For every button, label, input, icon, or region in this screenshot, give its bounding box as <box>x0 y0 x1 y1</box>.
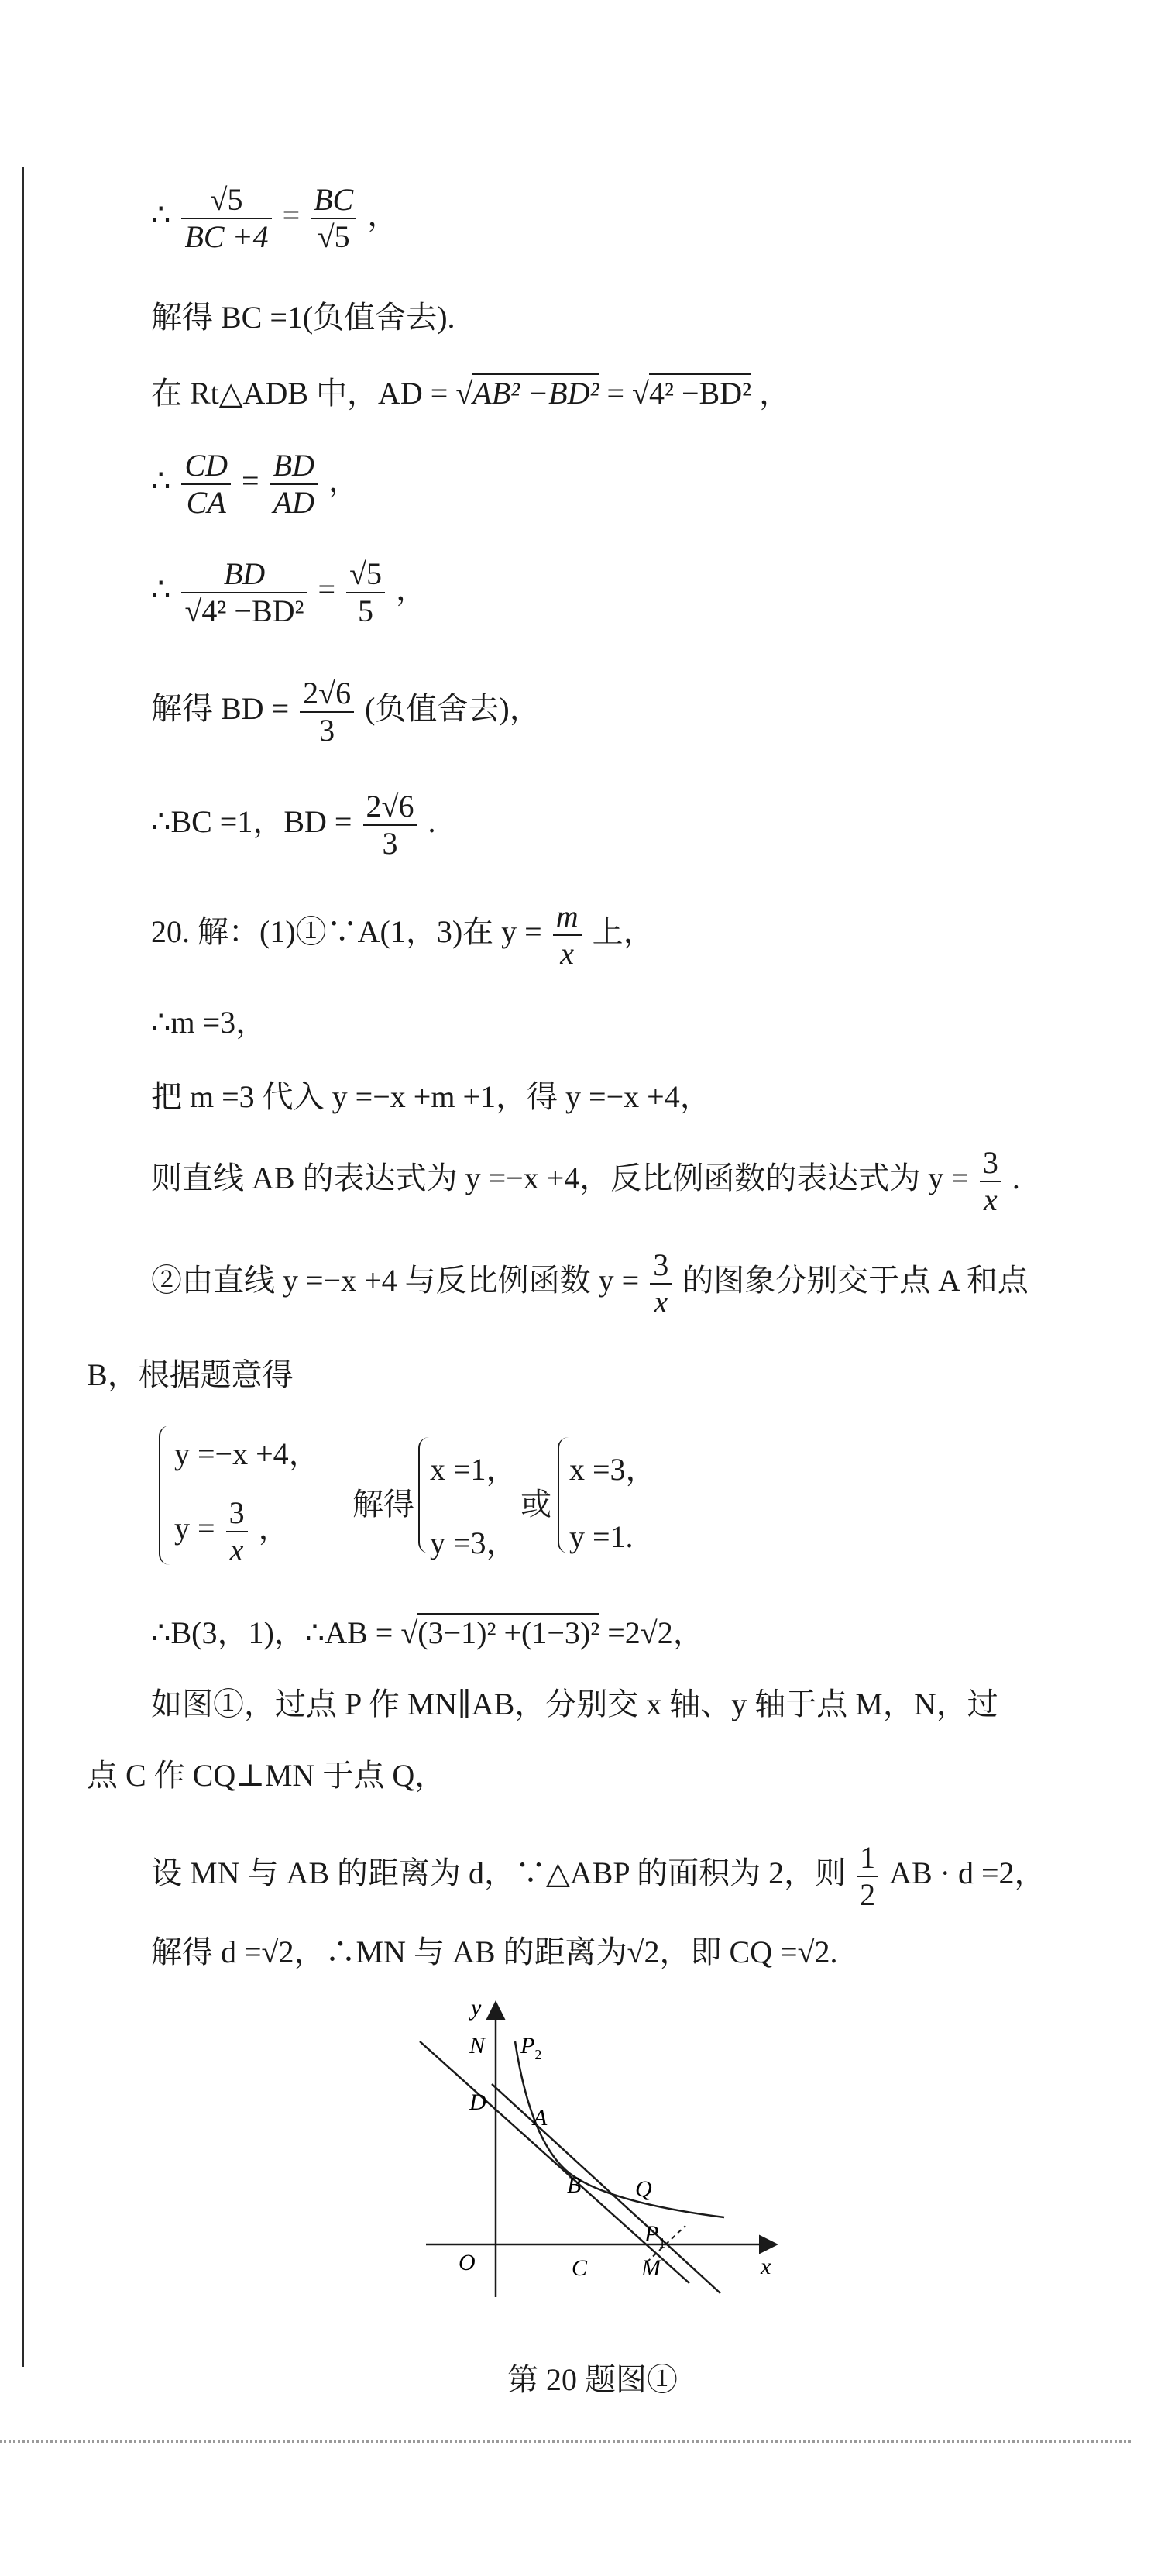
equation-line-3 <box>151 378 790 409</box>
punctuation: ， <box>258 1511 290 1546</box>
system-row: y =−x +4， <box>174 1436 320 1471</box>
label-d: D <box>469 2089 486 2115</box>
equation-line-4 <box>151 448 359 521</box>
punctuation: . <box>1012 1161 1020 1196</box>
label-p2: $P_2$ <box>520 2033 542 2062</box>
label-b: B <box>567 2172 582 2198</box>
label-o: O <box>459 2250 476 2275</box>
label-c: C <box>572 2255 588 2281</box>
fraction-numerator: 3 <box>650 1247 672 1285</box>
therefore-symbol: ∴ <box>151 198 171 233</box>
punctuation: ， <box>759 376 791 411</box>
text-line-13: B，根据题意得 <box>87 1357 294 1392</box>
equation-line-1 <box>151 182 398 255</box>
fraction <box>553 899 582 972</box>
text-line-16: 点 C 作 CQ⊥MN 于点 Q， <box>87 1758 446 1793</box>
fraction-numerator: 3 <box>226 1495 248 1532</box>
fraction-numerator: m <box>553 899 582 936</box>
fraction-denominator: x <box>983 1182 998 1217</box>
fraction-denominator: x <box>560 936 575 971</box>
fraction-denominator: AD <box>273 485 314 520</box>
fraction-numerator: √5 <box>181 182 271 219</box>
label-y: y <box>471 1995 482 2021</box>
label-n: N <box>469 2033 486 2058</box>
fraction-denominator: √4² −BD² <box>184 593 304 628</box>
label-q: Q <box>635 2176 652 2202</box>
equals-sign: = <box>318 572 336 607</box>
text-line-18: 解得 d =√2，∴MN 与 AB 的距离为√2，即 CQ =√2. <box>151 1935 838 1969</box>
fraction-denominator: 3 <box>319 713 335 748</box>
radical-sign: √ <box>455 376 473 411</box>
line-ab <box>492 2084 720 2293</box>
radicand: (3−1)² +(1−3)² <box>417 1613 599 1650</box>
punctuation: ， <box>396 572 428 607</box>
coordinate-figure <box>418 1995 790 2305</box>
equation-line-12 <box>151 1247 1029 1320</box>
equals-sign: = <box>606 376 625 411</box>
fraction <box>857 1840 878 1913</box>
left-brace <box>558 1437 569 1553</box>
fraction <box>226 1495 248 1568</box>
fraction <box>181 556 307 629</box>
or-label: 或 <box>520 1487 551 1522</box>
line-mn <box>420 2041 689 2283</box>
label-x: x <box>761 2254 771 2279</box>
radical-sign: √ <box>400 1615 418 1650</box>
text-line-10: 把 m =3 代入 y =−x +m +1，得 y =−x +4， <box>151 1079 711 1114</box>
label-p1: $P_1$ <box>644 2221 666 2251</box>
fraction-denominator: BC +4 <box>184 219 269 254</box>
text-line-2: 解得 BC =1(负值舍去). <box>151 300 455 335</box>
fraction <box>181 448 231 521</box>
punctuation: ， <box>367 198 399 233</box>
text-line-15: 如图①，过点 P 作 MN∥AB，分别交 x 轴、y 轴于点 M，N，过 <box>151 1687 998 1721</box>
label-a: A <box>533 2105 548 2131</box>
text-segment: 解得 BD = <box>151 691 290 727</box>
text-segment: 的图象分别交于点 A 和点 <box>682 1263 1029 1298</box>
equation-line-5 <box>151 556 427 629</box>
text-line-9: ∴m =3， <box>151 1005 267 1040</box>
fraction <box>311 182 356 255</box>
fraction-denominator: x <box>229 1532 244 1567</box>
equation-line-7 <box>151 789 435 862</box>
left-brace <box>418 1437 429 1553</box>
system-row: x =1， <box>430 1452 517 1487</box>
fraction-numerator: √5 <box>346 556 385 593</box>
punctuation: . <box>428 804 436 840</box>
fraction <box>181 182 271 255</box>
equation-line-6 <box>151 676 541 748</box>
system-row <box>174 1495 290 1568</box>
fraction-denominator: 2 <box>860 1877 876 1912</box>
fraction-numerator: 2√6 <box>363 789 417 826</box>
equation-line-11 <box>151 1145 1020 1218</box>
text-segment: (负值舍去)， <box>365 691 541 727</box>
fraction-numerator: 3 <box>980 1145 1001 1182</box>
text-segment: =2√2， <box>607 1615 704 1650</box>
fraction <box>650 1247 672 1320</box>
equation-line-17 <box>151 1840 1046 1913</box>
fraction-numerator: BD <box>270 448 318 485</box>
equals-sign: = <box>242 463 259 499</box>
text-segment: 在 Rt△ADB 中，AD = <box>151 376 448 411</box>
fraction-numerator: 2√6 <box>300 676 354 713</box>
fraction-numerator: BC <box>311 182 356 219</box>
text-segment: ②由直线 y =−x +4 与反比例函数 y = <box>151 1263 640 1298</box>
punctuation: ， <box>328 463 359 499</box>
fraction <box>363 789 417 862</box>
system-row: x =3， <box>569 1452 657 1487</box>
system-row: y =1. <box>569 1519 634 1554</box>
radicand: AB² −BD² <box>472 373 599 411</box>
radical-sign: √ <box>632 376 649 411</box>
therefore-symbol: ∴ <box>151 463 171 499</box>
fraction-denominator: 5 <box>358 593 374 628</box>
text-segment: ∴B(3，1)，∴AB = <box>151 1615 393 1650</box>
fraction-numerator: 1 <box>857 1840 878 1877</box>
fraction-denominator: 3 <box>382 826 398 861</box>
text-segment: 上， <box>592 914 654 950</box>
fraction <box>346 556 385 629</box>
equation-line-8 <box>151 899 654 972</box>
left-brace <box>159 1426 171 1565</box>
fraction <box>980 1145 1001 1218</box>
equation-line-14 <box>151 1615 704 1650</box>
text-segment: AB · d =2， <box>889 1855 1046 1891</box>
therefore-symbol: ∴ <box>151 572 171 607</box>
fraction <box>270 448 318 521</box>
fraction <box>300 676 354 748</box>
text-segment: ∴BC =1，BD = <box>151 804 352 840</box>
dotted-rule <box>0 2440 1131 2443</box>
fraction-denominator: √5 <box>317 219 350 254</box>
text-segment: 设 MN 与 AB 的距离为 d，∵△ABP 的面积为 2，则 <box>151 1855 847 1891</box>
radicand: 4² −BD² <box>649 373 751 411</box>
fraction-numerator: CD <box>181 448 231 485</box>
text-segment: 20. 解：(1)①∵A(1，3)在 y = <box>151 914 542 950</box>
text-segment: 则直线 AB 的表达式为 y =−x +4，反比例函数的表达式为 y = <box>151 1161 969 1196</box>
fraction-numerator: BD <box>181 556 307 593</box>
equals-sign: = <box>282 198 301 233</box>
solve-label: 解得 <box>352 1487 414 1522</box>
margin-rule <box>22 167 24 2367</box>
figure-caption: 第 20 题图① <box>507 2362 678 2397</box>
label-m: M <box>641 2255 661 2281</box>
text-segment: y = <box>174 1511 215 1546</box>
system-row: y =3， <box>430 1525 517 1560</box>
fraction-denominator: CA <box>186 485 226 520</box>
fraction-denominator: x <box>654 1285 668 1319</box>
